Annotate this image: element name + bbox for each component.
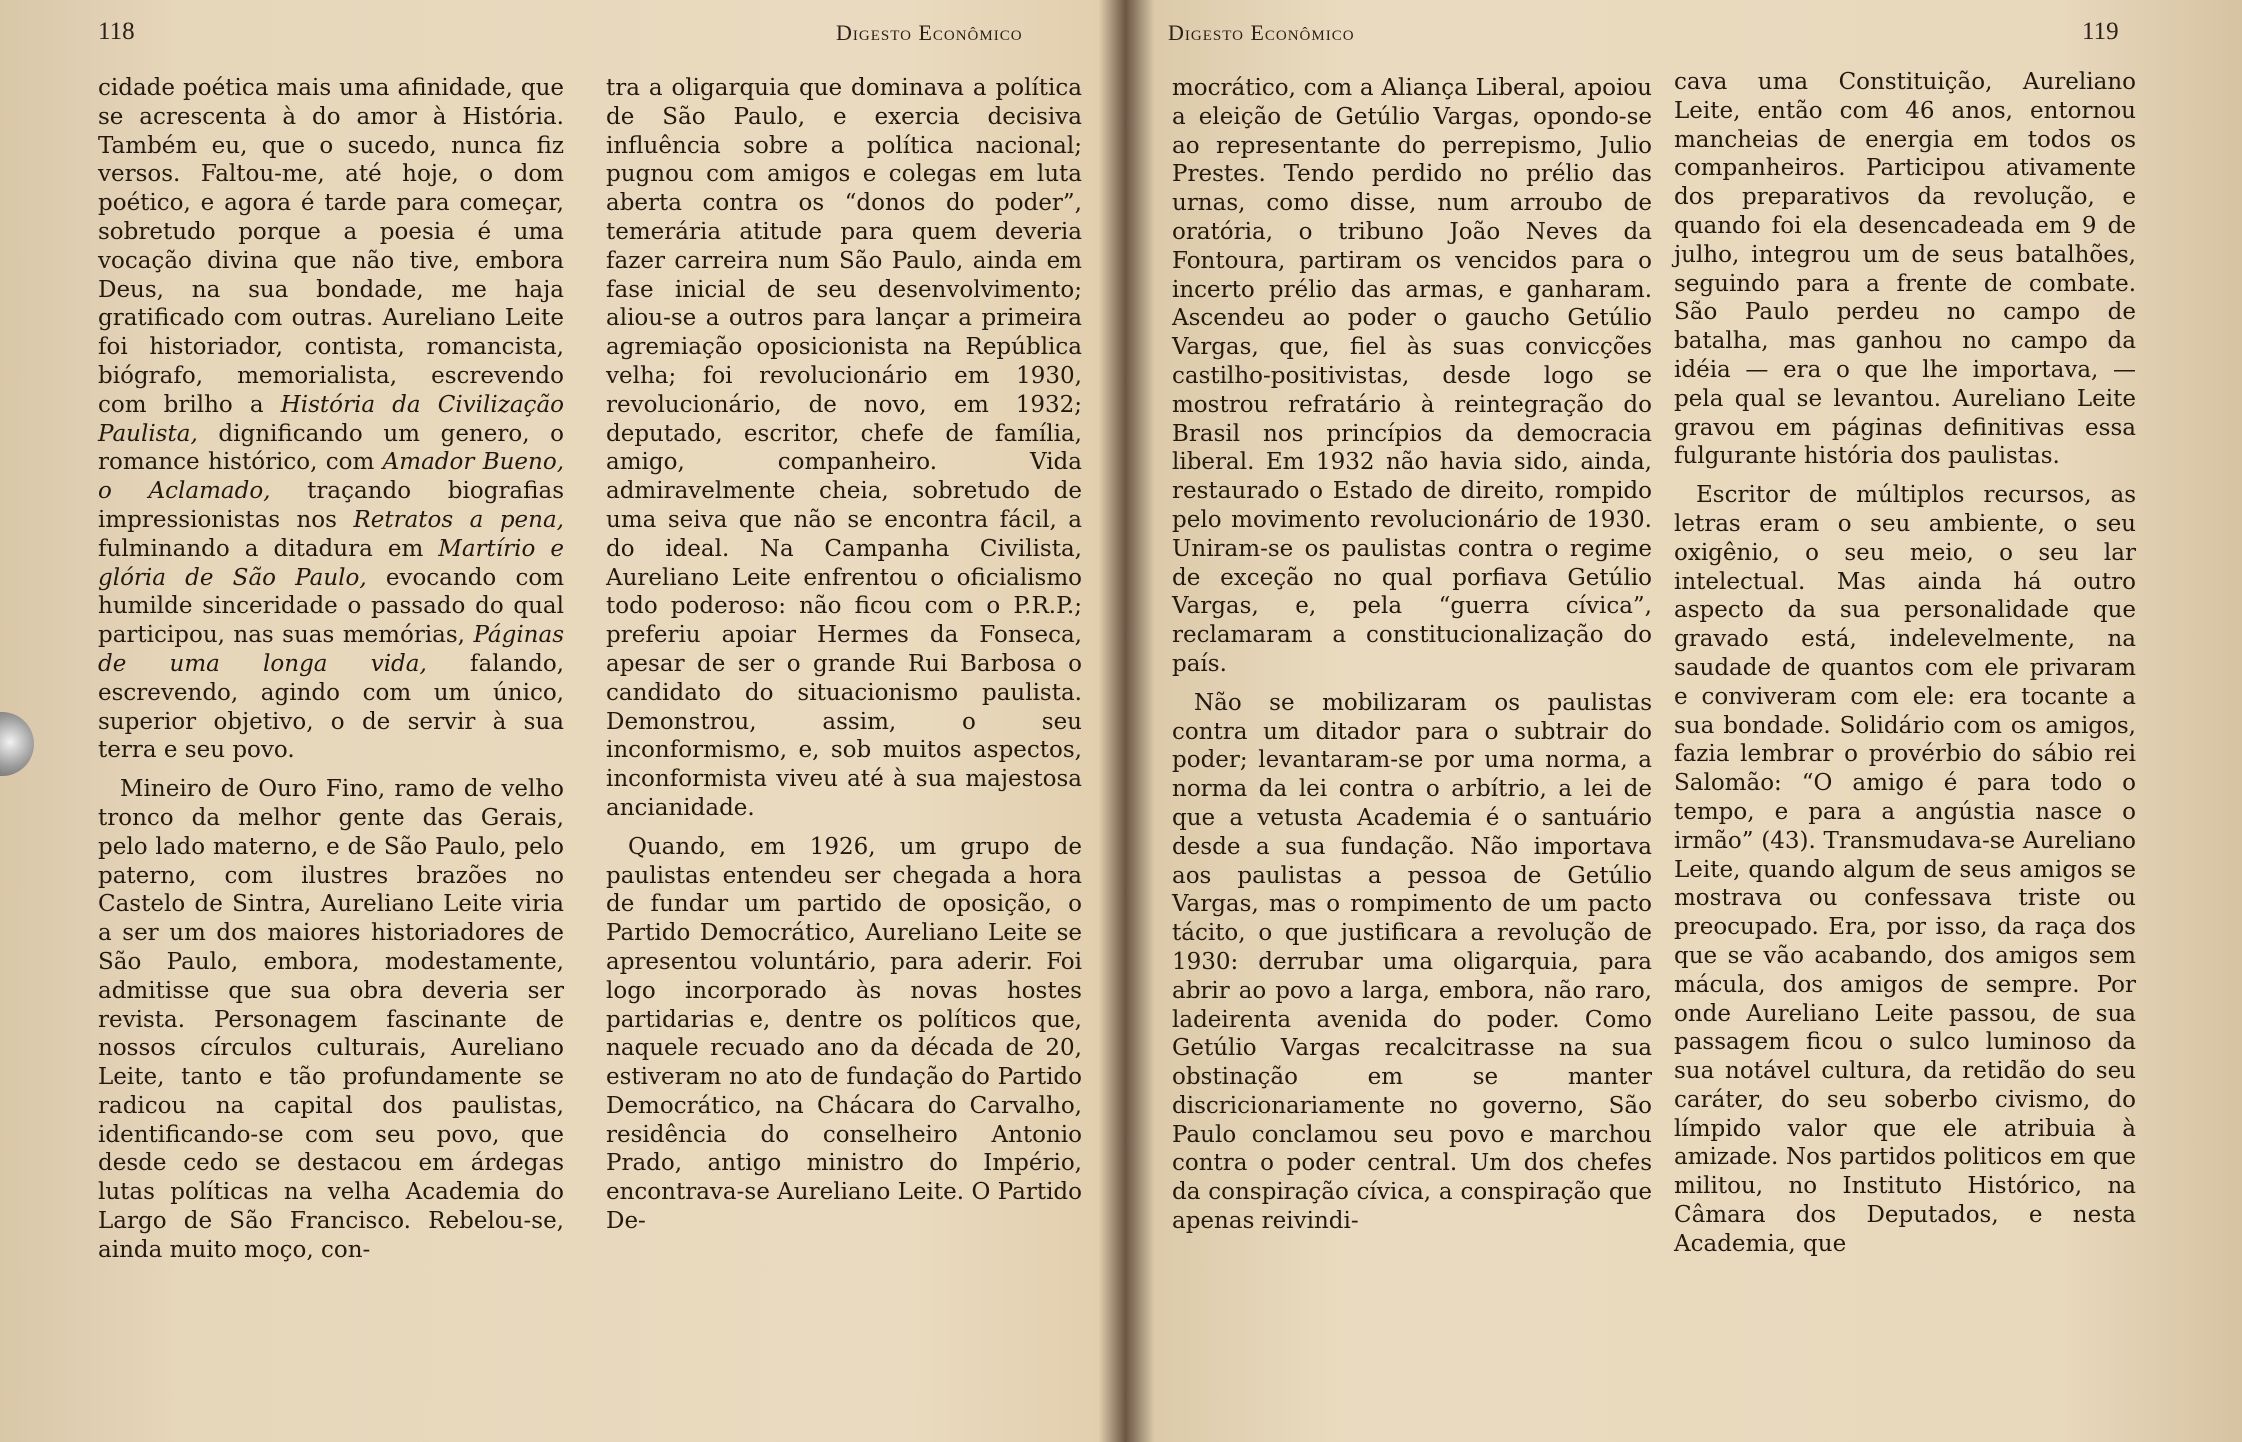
paragraph: mocrático, com a Aliança Liberal, apoiou a eleição de Getúlio Vargas, opondo-se ao representante do perrepismo, Julio Prestes. Tendo perdido no prélio das urnas, como disse, num arroubo de oratória, o tribuno João Neves da Fontoura, partiram os vencidos para o incerto prélio das armas, e ganharam. Ascendeu ao poder o gaucho Getúlio Vargas, que, fiel às suas convicções castilho-positivistas, desde logo se mostrou refratário à reintegração do Brasil nos princípios da democracia liberal. Em 1932 não havia sido, ainda, restaurado o Estado de direito, rompido pelo movimento revolucionário de 1930. Uniram-se os paulistas contra o regime de exceção no qual porfiava Getúlio Vargas, e, pela “guerra cívica”, reclamaram a constitucionalização do país. <box>1172 75 1652 677</box>
left-page <box>0 0 1120 1442</box>
left-column-2 <box>606 74 1082 1236</box>
right-column-1 <box>1172 74 1652 1236</box>
paragraph: Não se mobilizaram os paulistas contra um ditador para o subtrair do poder; levantaram-se por uma norma, a norma da lei contra o arbítrio, a lei de que a vetusta Academia é o santuário desde a sua fundação. Não importava aos paulistas a pessoa de Getúlio Vargas, mas o rompimento de um pacto tácito, o que justificara a revolução de 1930: derrubar uma oligarquia, para abrir ao povo a larga, embora, não raro, ladeirenta avenida do poder. Como Getúlio Vargas recalcitrasse na sua obstinação em se manter discricionariamente no governo, São Paulo conclamou seu povo e marchou contra o poder central. Um dos chefes da conspiração cívica, a conspiração que apenas reivindi- <box>1172 689 1652 1235</box>
paragraph: cidade poética mais uma afinidade, que se acrescenta à do amor à História. Também eu, que o sucedo, nunca fiz versos. Faltou-me, até hoje, o dom poético, e agora é tarde para começar, sobretudo porque a poesia é uma vocação divina que não tive, embora Deus, na sua bondade, me haja gratificado com outras. Aureliano Leite foi historiador, contista, romancista, biógrafo, memorialista, escrevendo com brilho a História da Civilização Paulista, dignificando um genero, o romance histórico, com Amador Bueno, o Aclamado, traçando biografias impressionistas nos Retratos a pena, fulminando a ditadura em Martírio e glória de São Paulo, evocando com humilde sinceridade o passado do qual participou, nas suas memórias, Páginas de uma longa vida, falando, escrevendo, agindo com um único, superior objetivo, o de servir à sua terra e seu povo. <box>98 75 565 764</box>
page-number-right: 119 <box>2082 18 2119 45</box>
paragraph: Escritor de múltiplos recursos, as letras eram o seu ambiente, o seu oxigênio, o seu meio, o seu lar intelectual. Mas ainda há outro aspecto da sua personalidade que gravado está, indelevelmente, na saudade de quantos com ele privaram e conviveram com ele: era tocante a sua bondade. Solidário com os amigos, fazia lembrar o provérbio do sábio rei Salomão: “O amigo é para todo o tempo, e para a angústia nasce o irmão” (43). Transmudava-se Aureliano Leite, quando algum de seus amigos se mostrava ou confessava triste ou preocupado. Era, por isso, da raça dos que se vão acabando, dos amigos sem mácula, dos amigos de sempre. Por onde Aureliano Leite passou, de sua passagem ficou o sulco luminoso da sua notável cultura, da retidão do seu caráter, do seu soberbo civismo, do límpido valor que ele atribuia à amizade. Nos partidos politicos em que militou, no Instituto Histórico, na Câmara dos Deputados, e nesta Academia, que <box>1674 482 2136 1257</box>
paragraph: Quando, em 1926, um grupo de paulistas entendeu ser chegada a hora de fundar um partido de oposição, o Partido Democrático, Aureliano Leite se apresentou voluntário, para aderir. Foi logo incorporado às novas hostes partidarias e, dentre os políticos que, naquele recuado ano da década de 20, estiveram no ato de fundação do Partido Democrático, na Chácara do Carvalho, residência do conselheiro Antonio Prado, antigo ministro do Império, encontrava-se Aureliano Leite. O Partido De- <box>606 833 1082 1235</box>
running-head-right: Digesto Econômico <box>1168 20 1355 45</box>
running-head-left: Digesto Econômico <box>836 20 1023 45</box>
page-number-left: 118 <box>98 18 135 45</box>
paragraph: Mineiro de Ouro Fino, ramo de velho tronco da melhor gente das Gerais, pelo lado materno, e de São Paulo, pelo paterno, com ilustres brazões no Castelo de Sintra, Aureliano Leite viria a ser um dos maiores historiadores de São Paulo, embora, modestamente, admitisse que sua obra deveria ser revista. Personagem fascinante de nossos círculos culturais, Aureliano Leite, tanto e tão profundamente se radicou na capital dos paulistas, identificando-se com seu povo, que desde cedo se destacou em árdegas lutas políticas na velha Academia do Largo de São Francisco. Rebelou-se, ainda muito moço, con- <box>98 776 564 1263</box>
paragraph: cava uma Constituição, Aureliano Leite, então com 46 anos, entornou mancheias de energia em todos os companheiros. Participou ativamente dos preparativos da revolução, e quando foi ela desencadeada em 9 de julho, integrou um de seus batalhões, seguindo para a frente de combate. São Paulo perdeu no campo de batalha, mas ganhou no campo da idéia — era o que lhe importava, — pela qual se levantou. Aureliano Leite gravou em páginas definitivas essa fulgurante história dos paulistas. <box>1674 69 2136 470</box>
paragraph: tra a oligarquia que dominava a política de São Paulo, e exercia decisiva influência sobre a política nacional; pugnou com amigos e colegas em luta aberta contra os “donos do poder”, temerária atitude para quem deveria fazer carreira num São Paulo, ainda em fase inicial de seu desenvolvimento; aliou-se a outros para lançar a primeira agremiação oposicionista na República velha; foi revolucionário em 1930, revolucionário, de novo, em 1932; deputado, escritor, chefe de família, amigo, companheiro. Vida admiravelmente cheia, sobretudo de uma seiva que não se encontra fácil, a do ideal. Na Campanha Civilista, Aureliano Leite enfrentou o oficialismo todo poderoso: não ficou com o P.R.P.; preferiu apoiar Hermes da Fonseca, apesar de ser o grande Rui Barbosa o candidato do situacionismo paulista. Demonstrou, assim, o seu inconformismo, e, sob muitos aspectos, inconformista viveu até à sua majestosa ancianidade. <box>606 75 1082 821</box>
right-page <box>1130 0 2242 1442</box>
right-column-2 <box>1674 68 2136 1259</box>
left-column-1 <box>98 74 564 1265</box>
